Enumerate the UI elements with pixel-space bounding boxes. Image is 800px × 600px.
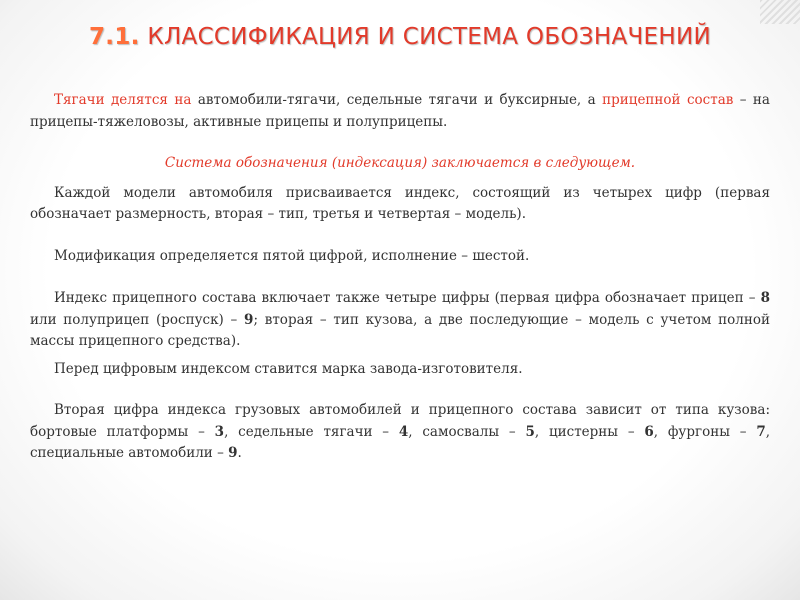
digit-semitrailer: 9	[244, 311, 254, 328]
slide-title	[60, 22, 740, 53]
paragraph-model-index: Каждой модели автомобиля присваивается индекс, состоящий из четырех цифр (первая обозначает размерность, вторая – тип, третья и четвертая – модель).	[30, 184, 770, 222]
text-body-4: , цистерны –	[534, 423, 645, 440]
corner-decoration	[760, 0, 800, 24]
paragraph-modification: Модификация определяется пятой цифрой, исполнение – шестой.	[54, 247, 530, 264]
text-divided-into: делятся на	[104, 92, 198, 108]
digit-tanker: 6	[644, 423, 654, 440]
paragraph-indexing-heading: Система обозначения (индексация) заключается в следующем.	[164, 155, 636, 171]
digit-special: 9	[228, 445, 238, 461]
text-body-5: , фургоны –	[653, 423, 757, 440]
digit-semi-tractor: 4	[398, 423, 409, 440]
digit-trailer: 8	[760, 290, 770, 306]
text-trailer-index-3: ; вторая – тип кузова, а две последующие – модель с учетом полной массы прицепного средства).	[30, 311, 770, 349]
text-body-2: , седельные тягачи –	[224, 423, 399, 440]
term-trailer-fleet: прицепной состав	[602, 92, 734, 108]
paragraph-manufacturer-mark: Перед цифровым индексом ставится марка завода-изготовителя.	[54, 360, 523, 377]
digit-flatbed: 3	[214, 423, 225, 440]
text-body-6: , специальные автомобили –	[30, 423, 771, 461]
title-text: КЛАССИФИКАЦИЯ И СИСТЕМА ОБОЗНАЧЕНИЙ	[147, 24, 711, 50]
title-number: 7.1.	[89, 24, 140, 50]
text-trailer-index-2: или полуприцеп (роспуск) –	[30, 311, 245, 328]
text-body-3: , самосвалы –	[408, 423, 526, 440]
text-body-1: Вторая цифра индекса грузовых автомобилей и прицепного состава зависит от типа кузова: бортовые платформы –	[30, 402, 770, 440]
paragraph-body-type-digit	[30, 400, 770, 465]
digit-van: 7	[756, 423, 766, 440]
digit-dump-truck: 5	[525, 423, 535, 440]
paragraph-trailer-index	[30, 288, 770, 353]
paragraph-types	[30, 90, 770, 133]
text-trailer-types: – на прицепы-тяжеловозы, активные прицепы и полуприцепы.	[30, 92, 770, 130]
slide-content	[30, 90, 770, 465]
text-tractor-types: автомобили-тягачи, седельные тягачи и буксирные, а	[197, 92, 603, 108]
term-tractors: Тягачи	[54, 92, 105, 108]
text-trailer-index-1: Индекс прицепного состава включает также четыре цифры (первая цифра обозначает прицеп –	[54, 290, 761, 306]
text-body-7: .	[237, 445, 242, 461]
